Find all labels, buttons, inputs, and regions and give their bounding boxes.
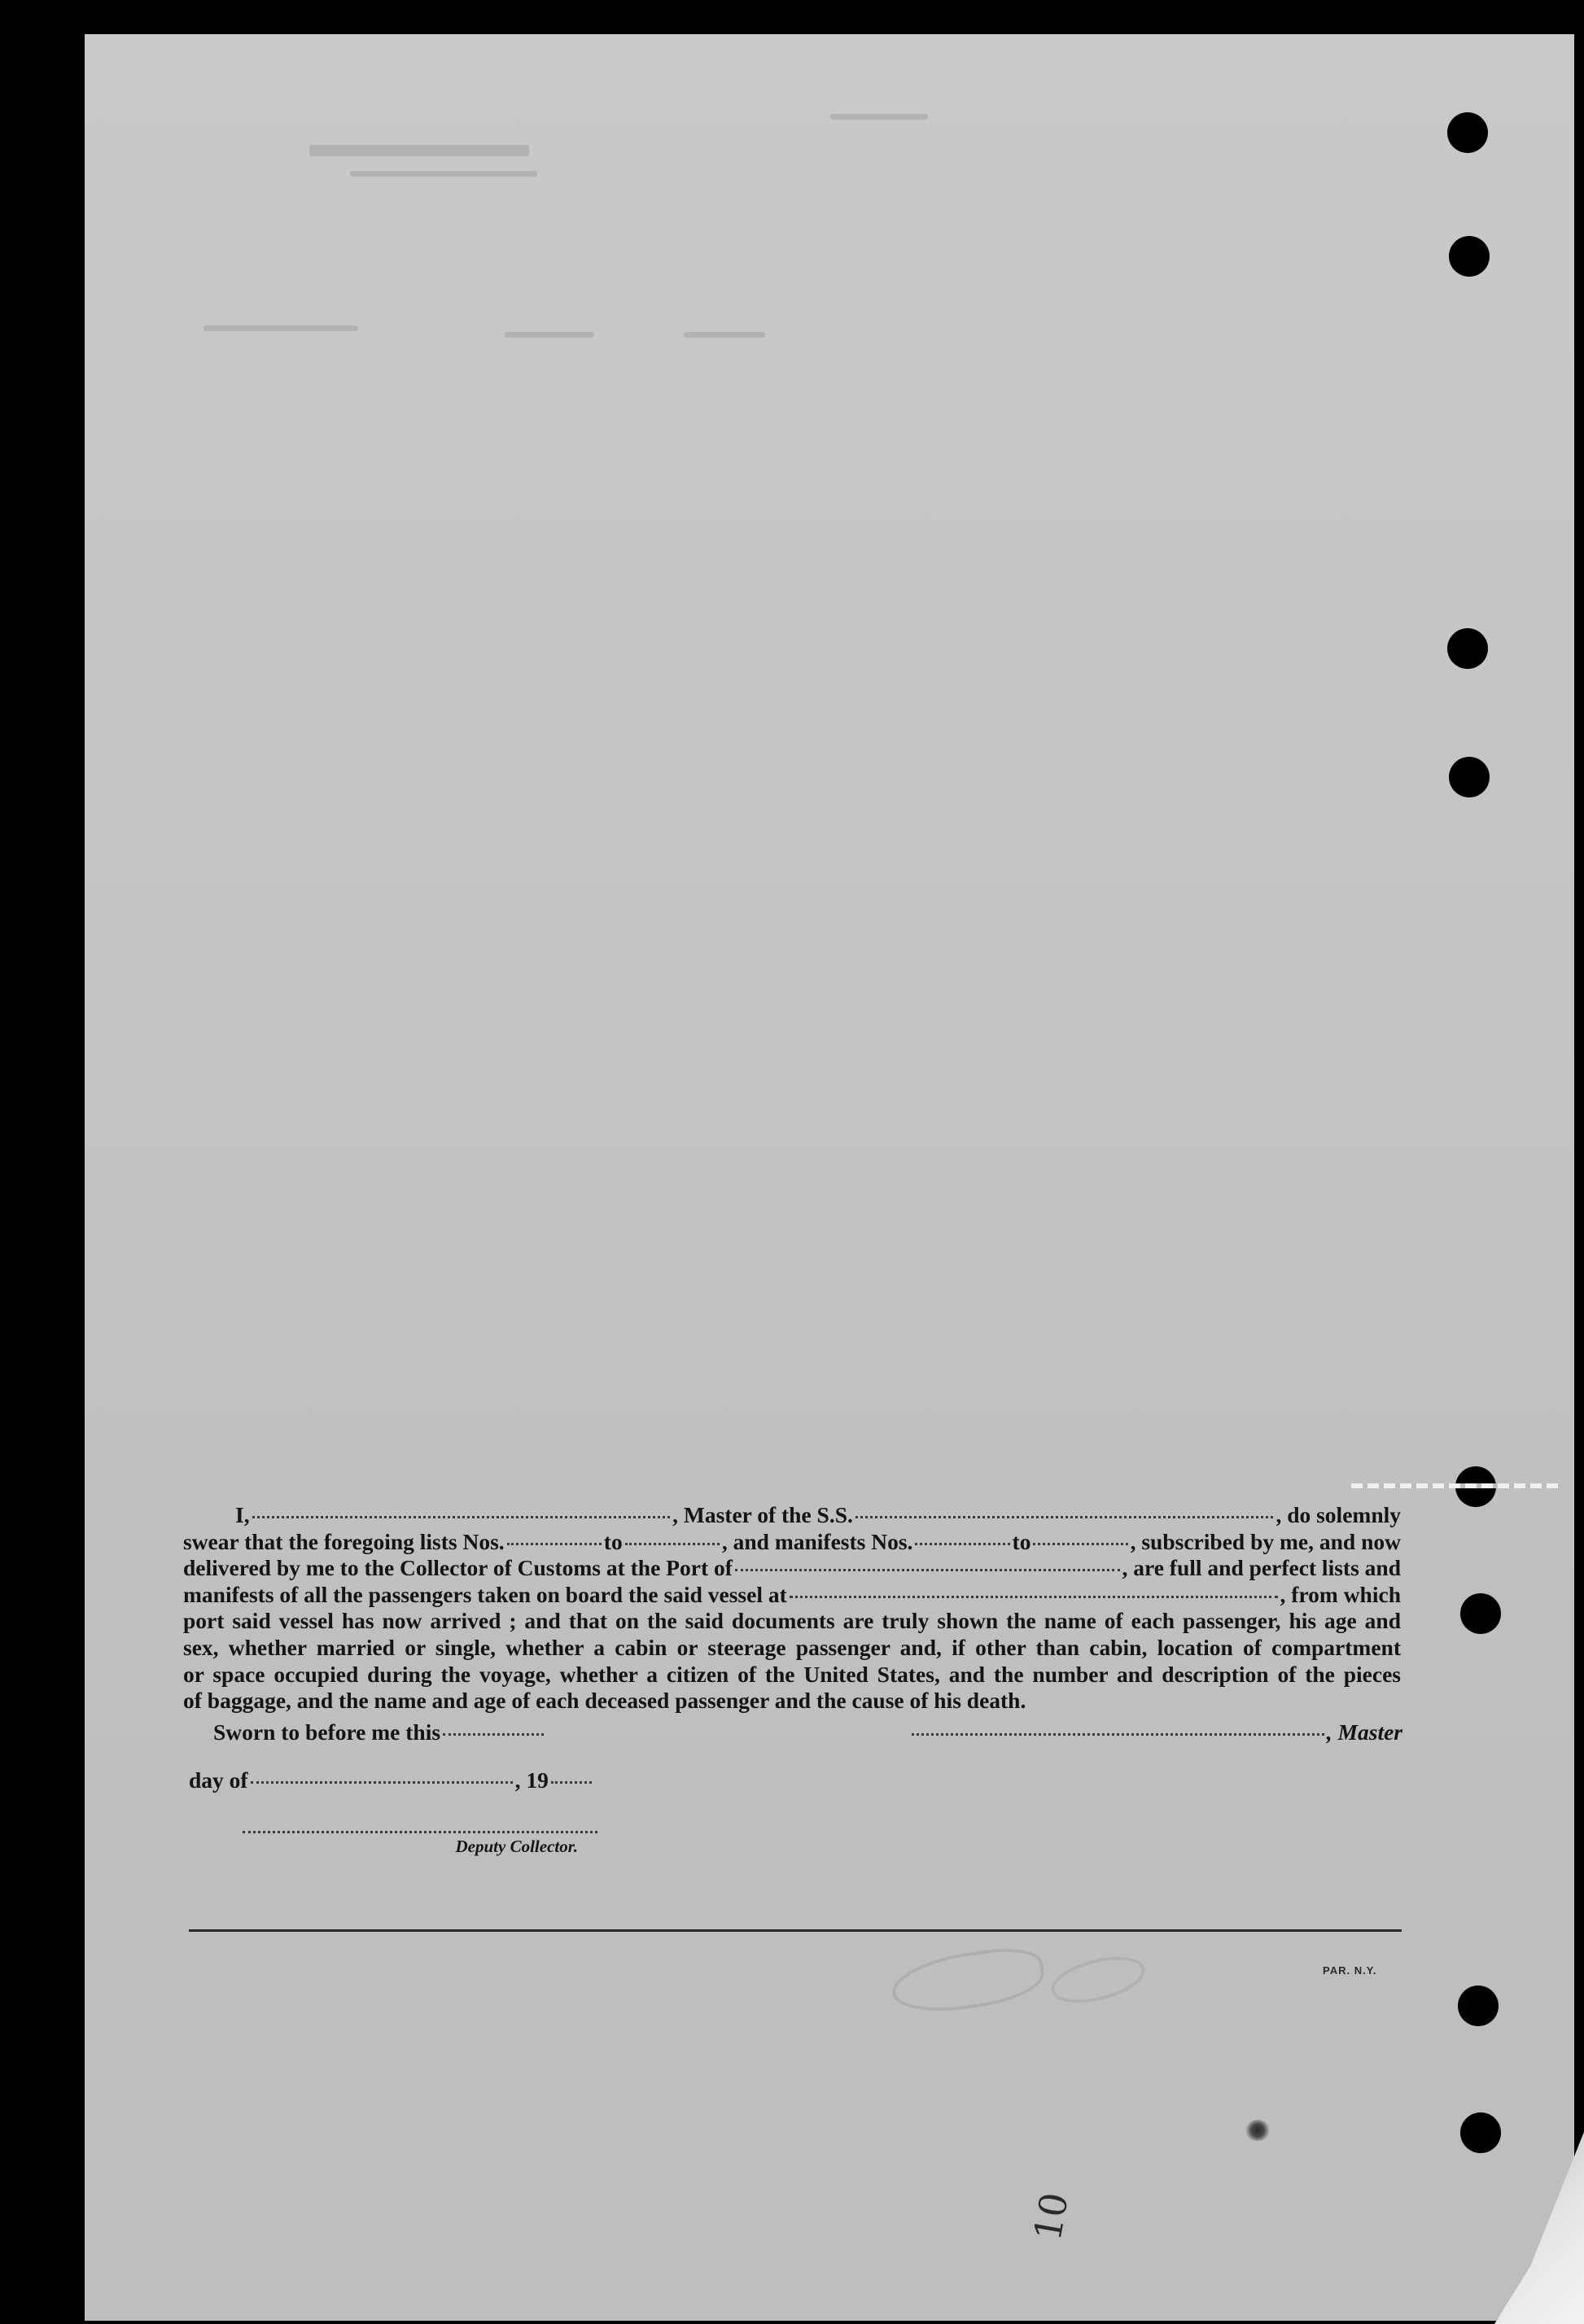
oath-do-solemnly: , do solemnly [1276,1502,1401,1527]
binder-hole [1449,757,1490,797]
paper-tear [1351,1483,1563,1488]
bleed-through [830,114,928,120]
oath-line: sex, whether married or single, whether a cabin or steerage passenger and, if other than cabin, location of compartment [183,1634,1401,1660]
bleed-through [505,332,594,338]
oath-delivered: delivered by me to the Collector of Customs at the Port of [183,1555,733,1581]
oath-line [183,1582,1401,1609]
master-label: , Master [1326,1719,1402,1745]
horizontal-rule [189,1929,1402,1932]
blank-year [551,1781,592,1784]
oath-manifests-of: manifests of all the passengers taken on board the said vessel at [183,1581,787,1607]
oath-from-which: , from which [1280,1581,1401,1607]
blank-list-from [507,1543,602,1545]
handwritten-number: 10 [1025,2189,1077,2244]
binder-hole [1458,1985,1499,2026]
year-label: , 19 [514,1767,549,1793]
oath-line: port said vessel has now arrived ; and that on the said documents are truly shown the name of each passenger, his age and [183,1608,1401,1634]
oath-line [183,1529,1401,1556]
oath-line [183,1555,1401,1582]
oath-line: or space occupied during the voyage, whether a citizen of the United States, and the number and description of the pieces [183,1661,1401,1687]
sworn-label: Sworn to before me this [213,1719,441,1745]
binder-hole [1460,2112,1501,2153]
blank-sworn-date [443,1733,544,1736]
blank-ship-name [855,1516,1274,1518]
master-signature-line [909,1719,1402,1745]
blank-manifest-to [1033,1543,1127,1545]
oath-and-manifests: , and manifests Nos. [721,1528,913,1554]
blank-deputy-signature [243,1815,597,1833]
deputy-collector-label: Deputy Collector. [455,1837,578,1856]
blank-list-to [625,1543,720,1545]
printer-imprint: PAR. N.Y. [1323,1964,1377,1977]
oath-line: of baggage, and the name and age of each deceased passenger and the cause of his death. [183,1688,1026,1714]
day-line [189,1767,594,1793]
document-sheet [85,34,1574,2321]
sworn-line [213,1719,546,1745]
oath-i: I, [235,1502,250,1527]
oath-to-2: to [1012,1528,1031,1554]
oath-subscribed: , subscribed by me, and now [1130,1528,1401,1554]
bleed-through [203,325,358,331]
bleed-through [309,145,529,156]
bleed-through [684,332,765,338]
oath-line [183,1502,1401,1529]
blank-master-signature [912,1733,1324,1736]
deputy-collector-block [243,1815,597,1857]
ink-smudge [1245,2120,1270,2141]
binder-hole [1460,1593,1501,1634]
binder-hole [1447,628,1488,669]
oath-to-1: to [603,1528,623,1554]
binder-hole [1449,236,1490,277]
blank-day-of [251,1781,513,1784]
oath-master-of: , Master of the S.S. [672,1502,853,1527]
oath-paragraph [183,1502,1401,1715]
blank-master-name [252,1516,671,1518]
blank-port [735,1569,1120,1571]
day-of-label: day of [189,1767,248,1793]
oath-swear: swear that the foregoing lists Nos. [183,1528,505,1554]
blank-manifest-from [915,1543,1009,1545]
binder-hole [1447,112,1488,153]
oath-full-perfect: , are full and perfect lists and [1122,1555,1401,1581]
blank-embark-port [790,1596,1278,1598]
bleed-through [350,171,537,177]
